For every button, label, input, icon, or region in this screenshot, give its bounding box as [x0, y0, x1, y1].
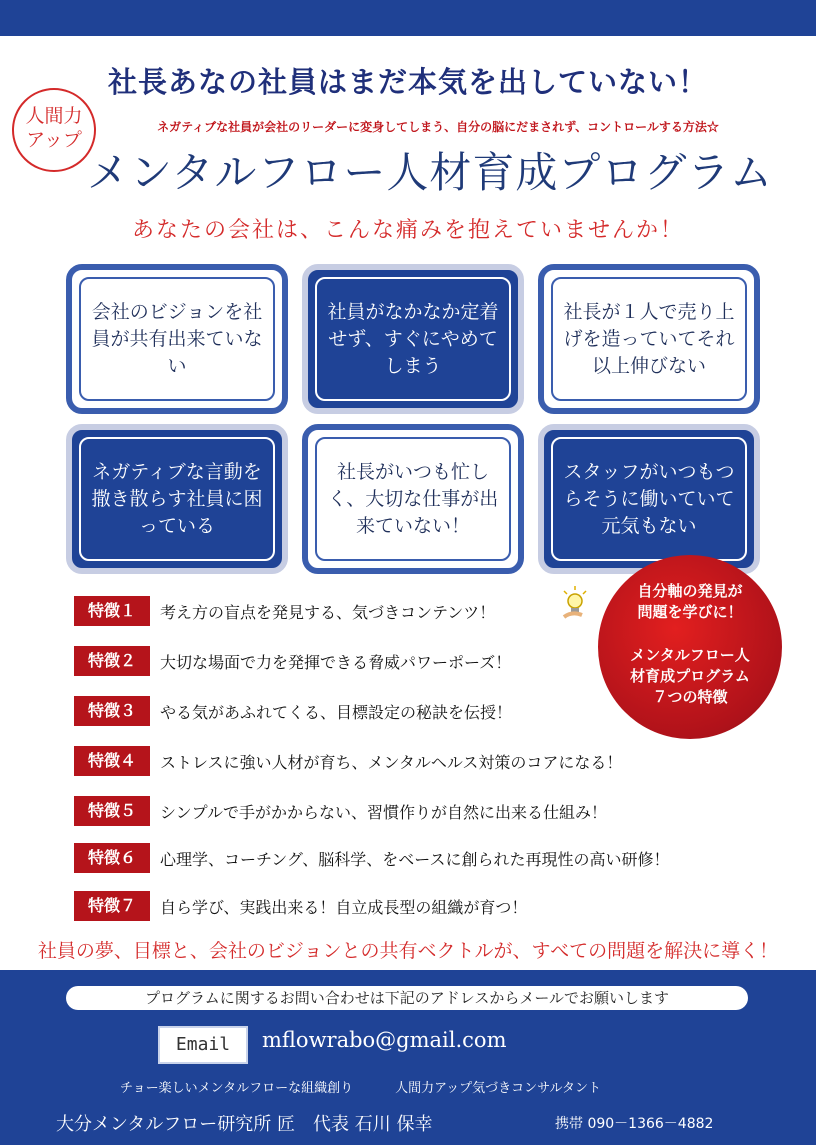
- pain-text: 社長がいつも忙しく、大切な仕事が出来ていない！: [315, 437, 511, 561]
- pain-box-6: [538, 424, 760, 574]
- feature-tag: 特徴５: [74, 796, 150, 826]
- feature-text: 大切な場面で力を発揮できる脅威パワーポーズ！: [160, 652, 512, 672]
- organization-name: 大分メンタルフロー研究所 匠 代表 石川 保幸: [56, 1114, 433, 1135]
- feature-tag: 特徴４: [74, 746, 150, 776]
- circle-line3: メンタルフロー人: [630, 646, 750, 664]
- feature-tag: 特徴３: [74, 696, 150, 726]
- feature-row-4: [74, 746, 622, 776]
- feature-tag: 特徴１: [74, 596, 150, 626]
- tagline-1: チョー楽しいメンタルフローな組織創り: [120, 1081, 354, 1096]
- program-title: メンタルフロー人材育成プログラム: [87, 148, 773, 197]
- feature-row-3: [74, 696, 512, 726]
- pain-question: あなたの会社は、こんな痛みを抱えていませんか！: [131, 218, 684, 243]
- pain-text: スタッフがいつもつらそうに働いていて元気もない: [551, 437, 747, 561]
- stamp-line1: 人間力: [25, 105, 83, 127]
- feature-text: 自ら学び、実践出来る！自立成長型の組織が育つ！: [160, 897, 528, 917]
- top-banner: [0, 0, 816, 36]
- headline: 社長あなの社員はまだ本気を出していない！: [107, 65, 708, 99]
- feature-text: シンプルで手がかからない、習慣作りが自然に出来る仕組み！: [160, 802, 607, 822]
- pain-text: 社員がなかなか定着せず、すぐにやめてしまう: [315, 277, 511, 401]
- lightbulb-icon: [560, 585, 590, 619]
- pain-box-3: [538, 264, 760, 414]
- pain-box-1: [66, 264, 288, 414]
- pain-text: ネガティブな言動を撒き散らす社員に困っている: [79, 437, 275, 561]
- tagline: [120, 1077, 643, 1096]
- pain-box-5: [302, 424, 524, 574]
- circle-line4: 材育成プログラム: [630, 667, 750, 685]
- subheadline: ネガティブな社員が会社のリーダーに変身してしまう、自分の脳にだまされず、コントロールする方法☆: [157, 120, 719, 134]
- feature-row-2: [74, 646, 511, 676]
- feature-tag: 特徴７: [74, 891, 150, 921]
- feature-summary-circle: [598, 555, 782, 739]
- pain-text: 社長が１人で売り上げを造っていてそれ以上伸びない: [551, 277, 747, 401]
- contact-note: プログラムに関するお問い合わせは下記のアドレスからメールでお願いします: [66, 986, 748, 1010]
- pain-box-4: [66, 424, 288, 574]
- feature-row-7: [74, 891, 527, 921]
- feature-tag: 特徴２: [74, 646, 150, 676]
- circle-line2: 問題を学びに！: [637, 603, 743, 621]
- feature-row-5: [74, 796, 607, 826]
- circle-line1: 自分軸の発見が: [637, 582, 743, 600]
- closing-message: 社員の夢、目標と、会社のビジョンとの共有ベクトルが、すべての問題を解決に導く！: [37, 940, 779, 962]
- feature-text: やる気があふれてくる、目標設定の秘訣を伝授！: [160, 702, 513, 722]
- feature-text: 心理学、コーチング、脳科学、をベースに創られた再現性の高い研修！: [160, 849, 670, 869]
- feature-row-1: [74, 596, 495, 626]
- email-address[interactable]: mflowrabo@gmail.com: [262, 1028, 507, 1052]
- pain-text: 会社のビジョンを社員が共有出来ていない: [79, 277, 275, 401]
- feature-text: ストレスに強い人材が育ち、メンタルヘルス対策のコアになる！: [160, 752, 623, 772]
- feature-tag: 特徴６: [74, 843, 150, 873]
- circle-line5: ７つの特徴: [652, 688, 728, 706]
- feature-text: 考え方の盲点を発見する、気づきコンテンツ！: [160, 602, 496, 622]
- stamp-line2: アップ: [26, 129, 82, 151]
- email-label: Email: [158, 1026, 248, 1064]
- pain-box-2: [302, 264, 524, 414]
- feature-row-6: [74, 843, 669, 873]
- phone-number: 携帯 090－1366－4882: [555, 1116, 714, 1132]
- tagline-2: 人間力アップ気づきコンサルタント: [395, 1081, 602, 1096]
